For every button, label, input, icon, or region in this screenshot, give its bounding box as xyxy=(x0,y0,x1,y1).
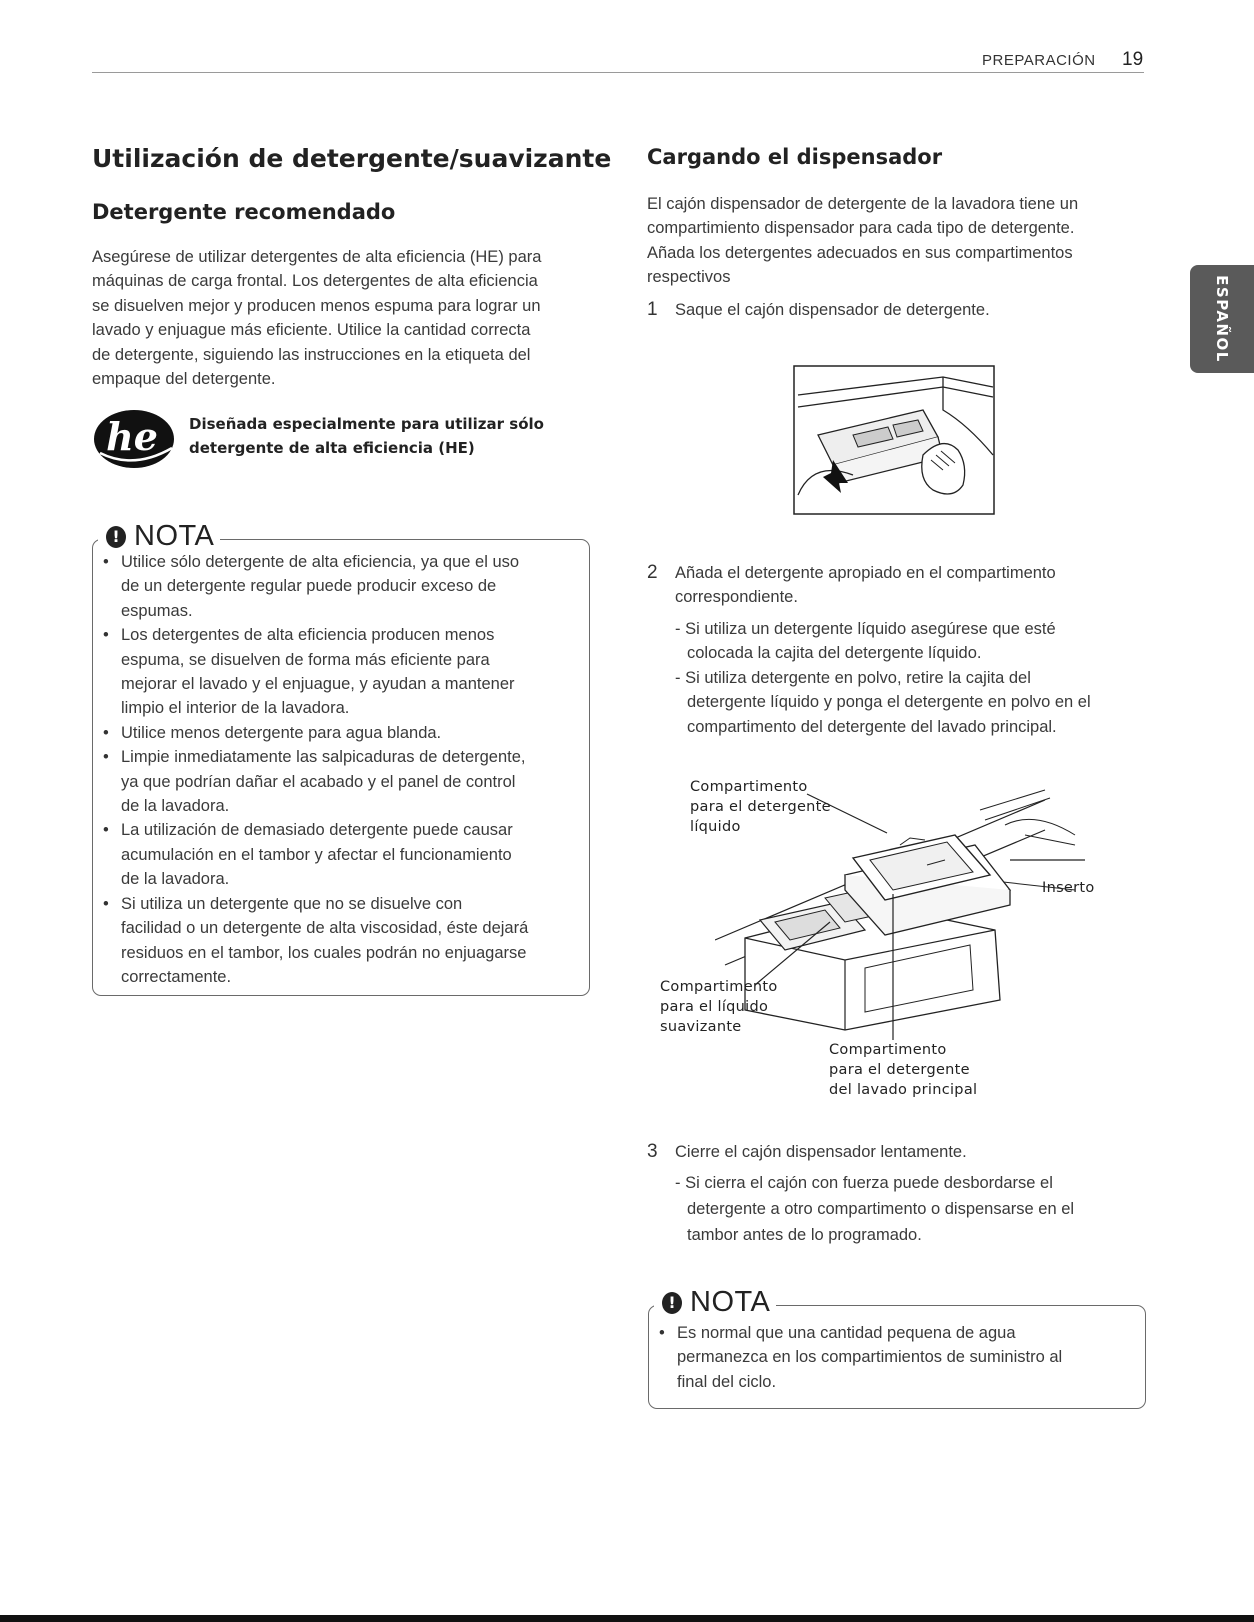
step-3-sub: - Si cierra el cajón con fuerza puede desbordarse el detergente a otro compartimento o dispensarse en el tambor antes de lo programado. xyxy=(675,1174,1075,1244)
label-liquid-detergent: Compartimento para el detergente líquido xyxy=(690,779,831,835)
he-note-line: detergente de alta eficiencia (HE) xyxy=(189,439,475,457)
note-label: NOTA xyxy=(690,1286,771,1318)
drawer-removal-illustration xyxy=(793,365,995,515)
step-2-sub-liquid: - Si utiliza un detergente líquido asegúrese que esté colocada la cajita del detergente líquido. xyxy=(675,620,1056,663)
he-note-line: Diseñada especialmente para utilizar sólo xyxy=(189,415,544,433)
intro-line: El cajón dispensador de detergente de la lavadora tiene un xyxy=(647,195,1079,213)
note-label: NOTA xyxy=(134,520,215,552)
intro-line: Añada los detergentes adecuados en sus compartimentos xyxy=(647,243,1073,262)
dispenser-intro xyxy=(647,192,1147,290)
page-title: Utilización de detergente/suavizante xyxy=(92,144,612,173)
label-softener: Compartimento para el líquido suavizante xyxy=(660,979,778,1035)
step-text: Añada el detergente apropiado en el compartimento xyxy=(675,564,1056,582)
intro-line: lavado y enjuague más eficiente. Utilice la cantidad correcta xyxy=(92,321,531,340)
exclamation-icon: ! xyxy=(662,1292,682,1314)
note-header xyxy=(98,520,220,553)
step-text: correspondiente. xyxy=(675,588,798,607)
note-list xyxy=(93,550,583,989)
section-heading-dispenser: Cargando el dispensador xyxy=(647,145,943,169)
intro-line: máquinas de carga frontal. Los detergentes de alta eficiencia xyxy=(92,272,538,291)
intro-line: Asegúrese de utilizar detergentes de alta eficiencia (HE) para xyxy=(92,248,542,266)
list-item: • Utilice menos detergente para agua blanda. xyxy=(93,721,583,745)
step-text: Cierre el cajón dispensador lentamente. xyxy=(675,1143,967,1161)
page-number: 19 xyxy=(1122,49,1144,70)
list-item: • Utilice sólo detergente de alta eficiencia, ya que el uso de un detergente regular puede producir exceso de espumas. xyxy=(93,550,583,623)
intro-line: se disuelven mejor y producen menos espuma para lograr un xyxy=(92,296,541,315)
note-header xyxy=(654,1286,776,1319)
he-note xyxy=(189,412,589,460)
step-number: 1 xyxy=(647,299,658,320)
he-logo-icon xyxy=(92,408,176,470)
step-3 xyxy=(647,1140,1147,1164)
note-list xyxy=(649,1321,1139,1394)
list-item: • Los detergentes de alta eficiencia producen menos espuma, se disuelven de forma más eficiente para mejorar el lavado y el enjuague, y ayudan a mantener limpio el interior de la lavadora. xyxy=(93,623,583,721)
subtitle-detergent: Detergente recomendado xyxy=(92,200,396,224)
language-tab xyxy=(1190,265,1254,373)
step-1 xyxy=(647,298,1147,322)
label-insert: Inserto xyxy=(1042,880,1095,896)
list-item: • Limpie inmediatamente las salpicaduras de detergente, ya que podrían dañar el acabado y el panel de control de la lavadora. xyxy=(93,745,583,818)
step-text: Saque el cajón dispensador de detergente. xyxy=(675,301,990,319)
list-item: • Si utiliza un detergente que no se disuelve con facilidad o un detergente de alta viscosidad, éste dejará residuos en el tambor, los cuales podrán no enjuagarse correctamente. xyxy=(93,892,583,990)
step-2-sub-powder: - Si utiliza detergente en polvo, retire la cajita del detergente líquido y ponga el detergente en polvo en el compartimento del detergente del lavado principal. xyxy=(675,669,1091,736)
language-tab-label: ESPAÑOL xyxy=(1213,275,1231,363)
bottom-border xyxy=(0,1615,1254,1622)
section-title: PREPARACIÓN xyxy=(982,52,1096,69)
exclamation-icon: ! xyxy=(106,526,126,548)
he-logo-text: he xyxy=(106,414,158,459)
header-rule xyxy=(92,72,1144,73)
label-main-wash: Compartimento para el detergente del lavado principal xyxy=(829,1042,978,1098)
intro-line: empaque del detergente. xyxy=(92,370,276,389)
intro-line: respectivos xyxy=(647,268,731,287)
step-2 xyxy=(647,561,1147,610)
step-number: 2 xyxy=(647,562,658,583)
intro-line: de detergente, siguiendo las instrucciones en la etiqueta del xyxy=(92,345,531,364)
list-item: • Es normal que una cantidad pequena de agua permanezca en los compartimientos de suministro al final del ciclo. xyxy=(649,1321,1139,1394)
intro-paragraph xyxy=(92,245,612,391)
intro-line: compartimiento dispensador para cada tipo de detergente. xyxy=(647,219,1075,238)
list-item: • La utilización de demasiado detergente puede causar acumulación en el tambor y afectar el funcionamiento de la lavadora. xyxy=(93,818,583,891)
step-number: 3 xyxy=(647,1141,658,1162)
